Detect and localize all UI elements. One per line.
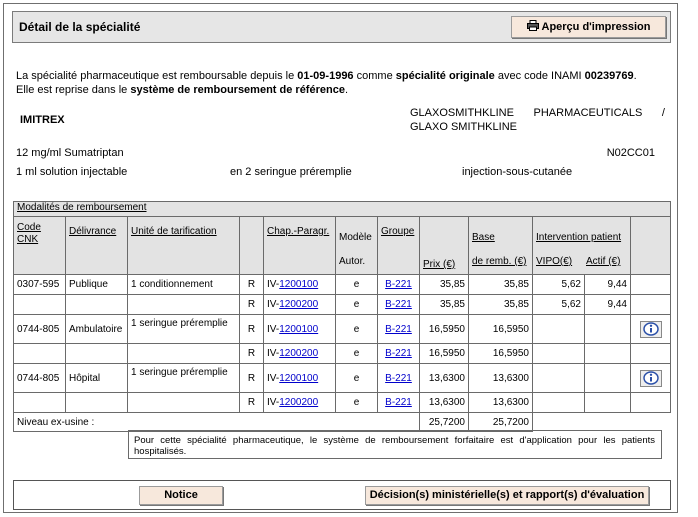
cell-info	[631, 275, 671, 295]
concentration: 12 mg/ml Sumatriptan	[16, 147, 124, 159]
exfactory-label: Niveau ex-usine :	[14, 413, 420, 432]
cell-chap-prefix: IV-	[267, 279, 280, 290]
atc-code: N02CC01	[606, 147, 655, 159]
exfactory-price: 25,7200	[420, 413, 469, 432]
cell-model: e	[336, 275, 378, 295]
chapter-link[interactable]: 1200200	[279, 299, 319, 310]
table-row	[14, 344, 671, 364]
cell-unit: 1 seringue préremplie	[128, 364, 240, 393]
cell-actif	[585, 364, 631, 393]
container: en 2 seringue préremplie	[230, 166, 352, 178]
cell-delivery	[66, 393, 128, 413]
col-chap-label: Chap.-Paragr.	[267, 226, 330, 237]
cell-cnk: 0744-805	[14, 364, 66, 393]
col-base-label: Base	[472, 232, 495, 243]
col-info	[631, 217, 671, 275]
col-model	[336, 217, 378, 275]
table-caption: Modalités de remboursement	[17, 202, 147, 213]
printer-icon	[527, 20, 539, 31]
table-header-row	[14, 217, 671, 275]
cell-r: R	[240, 364, 264, 393]
cell-vipo: 5,62	[533, 275, 585, 295]
cell-info	[631, 393, 671, 413]
cell-model: e	[336, 315, 378, 344]
pharmaceutical-form: 1 ml solution injectable	[16, 166, 128, 178]
cell-cnk	[14, 295, 66, 315]
chapter-link[interactable]: 1200100	[279, 323, 319, 335]
content-frame	[3, 3, 678, 513]
col-delivery-label: Délivrance	[69, 226, 117, 237]
reimbursement-system: système de remboursement de référence	[130, 84, 345, 96]
cell-base: 13,6300	[469, 364, 533, 393]
cell-price: 16,5950	[420, 315, 469, 344]
col-actif-label: Actif (€)	[586, 256, 621, 267]
exfactory-base: 25,7200	[469, 413, 533, 432]
group-link[interactable]: B-221	[385, 299, 412, 310]
cell-cnk	[14, 393, 66, 413]
cell-cnk: 0307-595	[14, 275, 66, 295]
print-preview-button[interactable]	[511, 16, 666, 38]
table-row	[14, 295, 671, 315]
exfactory-empty	[533, 413, 671, 432]
cell-model: e	[336, 364, 378, 393]
intro-text-part: La spécialité pharmaceutique est remboursable depuis le	[16, 70, 298, 82]
cell-info	[631, 295, 671, 315]
col-base-label: de remb. (€)	[472, 256, 527, 267]
cell-price: 13,6300	[420, 364, 469, 393]
cell-vipo	[533, 364, 585, 393]
notice-button[interactable]: Notice	[139, 486, 223, 505]
cell-info	[631, 344, 671, 364]
intro-text-part: Elle est reprise dans le	[16, 84, 131, 96]
product-name: IMITREX	[20, 114, 65, 126]
col-intervention-label: Intervention patient	[536, 232, 622, 243]
cell-unit	[128, 393, 240, 413]
cell-base: 13,6300	[469, 393, 533, 413]
group-link[interactable]: B-221	[385, 372, 412, 384]
intro-text-part: .	[633, 70, 637, 82]
cell-r: R	[240, 315, 264, 344]
col-vipo-label: VIPO(€)	[536, 256, 573, 267]
cell-price: 35,85	[420, 295, 469, 315]
col-unit-label: Unité de tarification	[131, 226, 217, 237]
cell-chap-prefix: IV-	[267, 397, 280, 408]
col-r	[240, 217, 264, 275]
cell-price: 16,5950	[420, 344, 469, 364]
col-model-label: Modèle	[339, 232, 372, 243]
col-intervention	[533, 217, 631, 275]
inami-code: 00239769	[584, 70, 634, 82]
info-icon[interactable]	[640, 321, 662, 338]
footer-bar	[13, 480, 671, 510]
info-icon[interactable]	[640, 370, 662, 387]
cell-actif: 9,44	[585, 295, 631, 315]
cell-cnk: 0744-805	[14, 315, 66, 344]
cell-r: R	[240, 344, 264, 364]
intro-text-part: avec code INAMI	[494, 70, 585, 82]
cell-model: e	[336, 393, 378, 413]
laboratory-line-1: GLAXOSMITHKLINE PHARMACEUTICALS /	[410, 107, 665, 119]
col-unit	[128, 217, 240, 275]
chapter-link[interactable]: 1200100	[279, 279, 319, 290]
col-base	[469, 217, 533, 275]
cell-r: R	[240, 393, 264, 413]
cell-model: e	[336, 344, 378, 364]
table-row	[14, 275, 671, 295]
col-group-label: Groupe	[381, 226, 415, 237]
chapter-link[interactable]: 1200100	[279, 372, 319, 384]
cell-actif: 9,44	[585, 275, 631, 295]
decisions-button[interactable]: Décision(s) ministérielle(s) et rapport(s) d'évaluation	[365, 486, 649, 505]
cell-vipo	[533, 344, 585, 364]
cell-base: 35,85	[469, 275, 533, 295]
cell-cnk	[14, 344, 66, 364]
col-cnk-label: Code	[17, 222, 41, 233]
cell-delivery: Hôpital	[66, 364, 128, 393]
cell-actif	[585, 315, 631, 344]
cell-vipo: 5,62	[533, 295, 585, 315]
page-title: Détail de la spécialité	[19, 20, 141, 34]
administration-route: injection-sous-cutanée	[462, 166, 573, 178]
reimbursable-since-date: 01-09-1996	[297, 70, 354, 82]
cell-base: 16,5950	[469, 344, 533, 364]
cell-chap-prefix: IV-	[267, 348, 280, 359]
group-link[interactable]: B-221	[385, 397, 412, 408]
table-row	[14, 315, 671, 344]
table-row	[14, 364, 671, 393]
col-chap	[264, 217, 336, 275]
col-delivery	[66, 217, 128, 275]
group-link[interactable]: B-221	[385, 323, 412, 335]
cell-unit: 1 conditionnement	[128, 275, 240, 295]
chapter-link[interactable]: 1200200	[279, 397, 319, 408]
cell-vipo	[533, 315, 585, 344]
intro-text	[16, 69, 666, 97]
col-model-label: Autor.	[339, 256, 366, 267]
cell-price: 13,6300	[420, 393, 469, 413]
cell-delivery	[66, 295, 128, 315]
cell-delivery	[66, 344, 128, 364]
cell-actif	[585, 393, 631, 413]
table-caption-row	[14, 202, 671, 217]
cell-unit	[128, 295, 240, 315]
cell-info	[631, 315, 671, 344]
cell-model: e	[336, 295, 378, 315]
cell-delivery: Ambulatoire	[66, 315, 128, 344]
laboratory-line-2: GLAXO SMITHKLINE	[410, 121, 517, 133]
col-price-label: Prix (€)	[423, 259, 456, 270]
col-price	[420, 217, 469, 275]
cell-info	[631, 364, 671, 393]
cell-base: 35,85	[469, 295, 533, 315]
intro-text-part: .	[344, 84, 349, 96]
header-bar	[12, 11, 671, 43]
reimbursement-table	[13, 201, 671, 432]
chapter-link[interactable]: 1200200	[279, 348, 319, 359]
col-cnk-label: CNK	[17, 234, 39, 245]
cell-vipo	[533, 393, 585, 413]
col-group	[378, 217, 420, 275]
intro-text-part: comme	[353, 70, 396, 82]
col-cnk	[14, 217, 66, 275]
cell-r: R	[240, 275, 264, 295]
specialty-type: spécialité originale	[395, 70, 495, 82]
cell-price: 35,85	[420, 275, 469, 295]
cell-chap-prefix: IV-	[267, 299, 280, 310]
cell-unit	[128, 344, 240, 364]
exfactory-row	[14, 413, 671, 432]
cell-base: 16,5950	[469, 315, 533, 344]
group-link[interactable]: B-221	[385, 348, 412, 359]
group-link[interactable]: B-221	[385, 279, 412, 290]
table-row	[14, 393, 671, 413]
print-preview-label: Aperçu d'impression	[541, 21, 651, 33]
cell-chap-prefix: IV-	[267, 323, 280, 335]
cell-delivery: Publique	[66, 275, 128, 295]
cell-unit: 1 seringue préremplie	[128, 315, 240, 344]
hospital-note: Pour cette spécialité pharmaceutique, le système de remboursement forfaitaire est d'application pour les patients hospitalisés.	[128, 430, 662, 459]
cell-actif	[585, 344, 631, 364]
cell-r: R	[240, 295, 264, 315]
cell-chap-prefix: IV-	[267, 372, 280, 384]
